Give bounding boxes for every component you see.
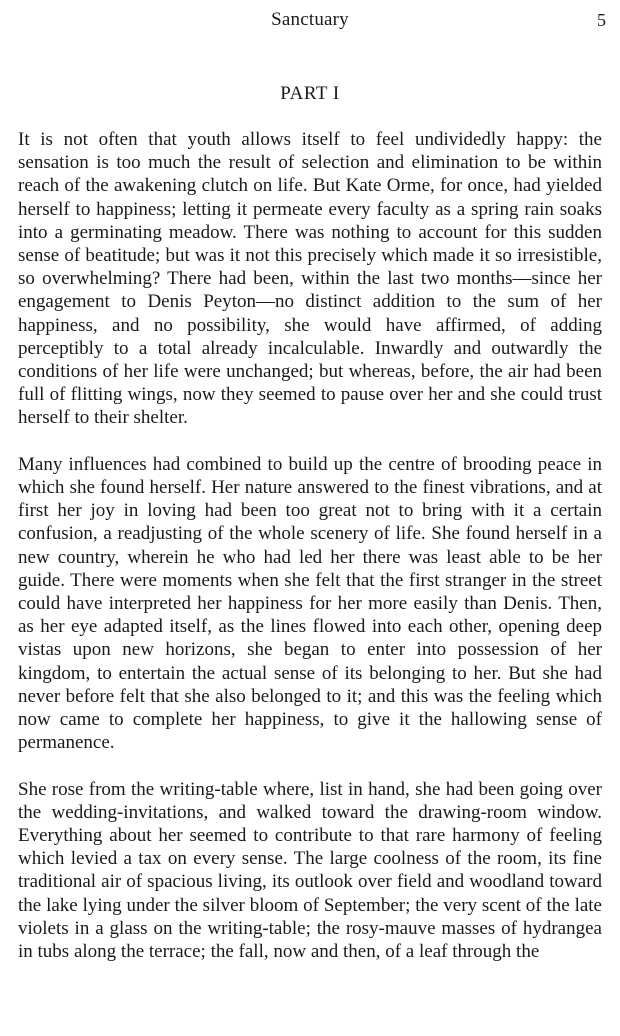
page-number: 5 [597, 10, 606, 30]
paragraph-1: It is not often that youth allows itself to feel undividedly happy: the sensation is too much the result of selection and elimination to be within reach of the awakening clutch on life. But Kate Orme, for once, had yielded herself to happiness; letting it permeate every faculty as a spring rain soaks into a germinating meadow. There was nothing to account for this sudden sense of beatitude; but was it not this precisely which made it so irresistible, so overwhelming? There had been, within the last two months—since her engagement to Denis Peyton—no distinct addition to the sum of her happiness, and no possibility, she would have affirmed, of adding perceptibly to a total already incalculable. Inwardly and outwardly the conditions of her life were unchanged; but whereas, before, the air had been full of flitting wings, now they seemed to pause over her and she could trust herself to their shelter. [18, 129, 602, 429]
running-title: Sanctuary [271, 9, 349, 30]
body-text [18, 128, 602, 986]
paragraph-2: Many influences had combined to build up the centre of brooding peace in which she found herself. Her nature answered to the finest vibrations, and at first her joy in loving had been too great not to bring with it a certain confusion, a readjusting of the whole scenery of life. She found herself in a new country, wherein he who had led her there was least able to be her guide. There were moments when she felt that the first stranger in the street could have interpreted her happiness for her more easily than Denis. Then, as her eye adapted itself, as the lines flowed into each other, opening deep vistas upon new horizons, she began to enter into possession of her kingdom, to entertain the actual sense of its belonging to her. But she had never before felt that she also belonged to it; and this was the feeling which now came to complete her happiness, to give it the hallowing sense of permanence. [18, 453, 602, 754]
running-head [0, 4, 620, 40]
part-heading: PART I [280, 83, 340, 104]
paragraph-3: She rose from the writing-table where, list in hand, she had been going over the wedding-invitations, and walked toward the drawing-room window. Everything about her seemed to contribute to that rare harmony of feeling which levied a tax on every sense. The large coolness of the room, its fine traditional air of spacious living, its outlook over field and woodland toward the lake lying under the silver bloom of September; the very scent of the late violets in a glass on the writing-table; the rosy-mauve masses of hydrangea in tubs along the terrace; the fall, now and then, of a leaf through the [18, 778, 602, 963]
